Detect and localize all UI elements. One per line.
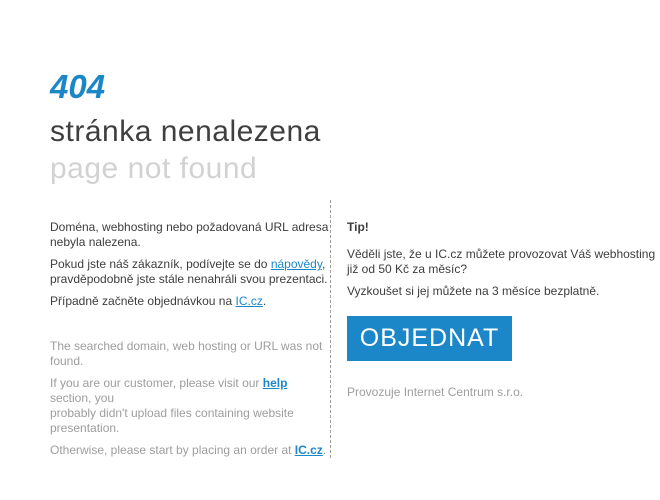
customer-help-text-cs-before: Pokud jste náš zákazník, podívejte se do [50,257,271,272]
trial-text: Vyzkoušet si jej můžete na 3 měsíce bezplatně. [347,284,600,299]
tip-text: Věděli jste, že u IC.cz můžete provozovat Váš webhosting již od 50 Kč za měsíc? [347,247,656,277]
right-column [331,200,660,458]
domain-not-found-text-en: The searched domain, web hosting or URL was not found. [50,339,323,369]
help-link-en[interactable]: help [262,376,288,391]
order-start-text-en-before: Otherwise, please start by placing an order at [50,443,295,458]
tip-title: Tip! [347,220,369,235]
customer-help-text-en-before: If you are our customer, please visit our [50,376,263,391]
help-link-cs[interactable]: nápovědy [270,257,322,272]
order-start-text-cs-before: Případně začněte objednávkou na [50,294,236,309]
order-link-cs[interactable]: IC.cz [235,294,263,309]
order-start-text-en [50,443,330,458]
page-title-english: page not found [50,152,258,186]
order-start-text-cs [50,294,330,309]
page-title-czech: stránka nenalezena [50,115,321,148]
order-link-en[interactable]: IC.cz [294,443,323,458]
error-code: 404 [50,68,106,105]
customer-help-text-cs [50,257,330,287]
left-column [50,200,330,458]
domain-not-found-text-cs: Doména, webhosting nebo požadovaná URL adresa nebyla nalezena. [50,220,329,250]
customer-help-text-cs-after: , pravděpodobně jste stále nenahráli svou prezentaci. [50,257,328,287]
order-start-text-en-after: . [322,443,327,458]
content-columns [50,200,660,458]
footer-provider-text: Provozuje Internet Centrum s.r.o. [347,385,524,400]
customer-help-text-en-after: section, you probably didn't upload files containing website presentation. [50,391,294,436]
order-button[interactable]: OBJEDNAT [347,316,512,361]
customer-help-text-en [50,376,330,436]
order-start-text-cs-after: . [262,294,267,309]
